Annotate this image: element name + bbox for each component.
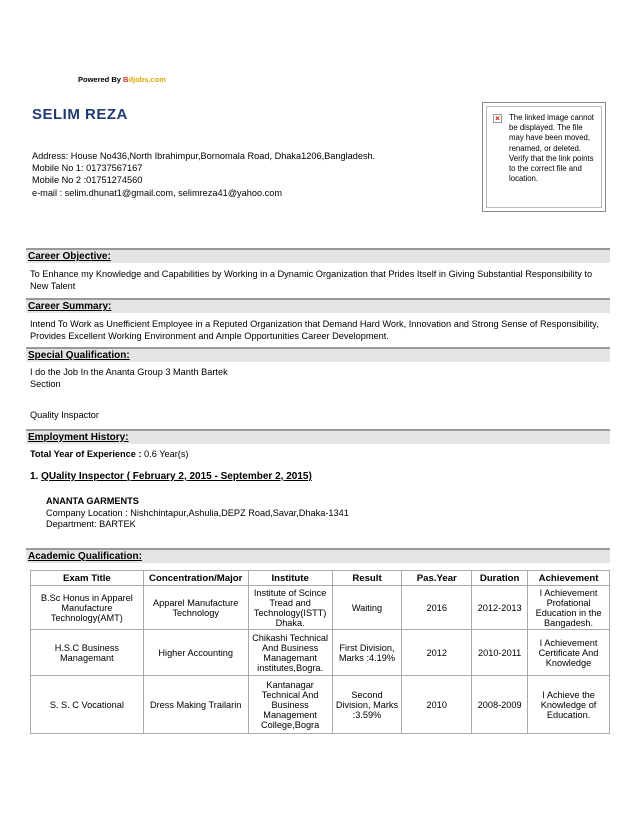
academic-qualification-heading: Academic Qualification: (26, 548, 610, 563)
header-concentration: Concentration/Major (143, 571, 248, 586)
cell-achievement: I Achieve the Knowledge of Education. (528, 676, 610, 734)
special-qualification-line2: Section (30, 379, 61, 389)
contact-block (32, 150, 375, 199)
cell-result: Second Division, Marks :3.59% (332, 676, 402, 734)
cell-achievement: I Achievement Profational Education in the Bangadesh. (528, 586, 610, 630)
cell-pass-year: 2012 (402, 630, 472, 676)
cell-exam-title: S. S. C Vocational (31, 676, 144, 734)
header-achievement: Achievement (528, 571, 610, 586)
company-location: Company Location : Nishchintapur,Ashulia,DEPZ Road,Savar,Dhaka-1341 (46, 507, 349, 518)
header-exam-title: Exam Title (31, 571, 144, 586)
mobile-2-line: Mobile No 2 :01751274560 (32, 175, 143, 186)
cell-duration: 2010-2011 (472, 630, 528, 676)
cell-exam-title: B.Sc Honus in Apparel Manufacture Technology(AMT) (31, 586, 144, 630)
photo-placeholder (482, 102, 606, 212)
header-result: Result (332, 571, 402, 586)
career-summary-heading: Career Summary: (26, 298, 610, 313)
special-qualification-line3: Quality Inspactor (30, 410, 99, 420)
cell-pass-year: 2010 (402, 676, 472, 734)
table-row (31, 586, 610, 630)
header-institute: Institute (248, 571, 332, 586)
candidate-name: SELIM REZA (32, 106, 128, 123)
cell-exam-title: H.S.C Business Managemant (31, 630, 144, 676)
address-line: Address: House No436,North Ibrahimpur,Bornomala Road, Dhaka1206,Bangladesh. (32, 151, 376, 161)
cell-result: Waiting (332, 586, 402, 630)
career-objective-text: To Enhance my Knowledge and Capabilities by Working in a Dynamic Organization that Prides Itself in Giving Substantial Responsibility to New Talent (30, 269, 593, 291)
employment-history-heading: Employment History: (26, 429, 610, 444)
cell-result: First Division, Marks :4.19% (332, 630, 402, 676)
table-header-row (31, 571, 610, 586)
career-objective-heading: Career Objective: (26, 248, 610, 263)
academic-table (30, 570, 610, 734)
special-qualification-heading: Special Qualification: (26, 347, 610, 362)
job-title: 1. QUality Inspector ( February 2, 2015 - September 2, 2015) (30, 471, 312, 482)
cell-concentration: Apparel Manufacture Technology (143, 586, 248, 630)
powered-by-label: Powered By Bdjobs.com (78, 75, 166, 84)
cell-concentration: Higher Accounting (143, 630, 248, 676)
email-line: e-mail : selim.dhunat1@gmail.com, selimreza41@yahoo.com (32, 187, 282, 198)
header-duration: Duration (472, 571, 528, 586)
cell-achievement: I Achievement Certificate And Knowledge (528, 630, 610, 676)
mobile-1-line: Mobile No 1: 01737567167 (32, 163, 143, 174)
special-qualification-line1: I do the Job In the Ananta Group 3 Manth Bartek (30, 367, 228, 377)
bdjobs-logo-text: djobs.com (128, 75, 166, 84)
cell-duration: 2012-2013 (472, 586, 528, 630)
cell-institute: Institute of Scince Tread and Technology(ISTT) Dhaka. (248, 586, 332, 630)
table-row (31, 630, 610, 676)
company-name: ANANTA GARMENTS (46, 496, 139, 506)
table-row (31, 676, 610, 734)
cell-concentration: Dress Making Trailarin (143, 676, 248, 734)
company-block (46, 496, 349, 531)
header-pass-year: Pas.Year (402, 571, 472, 586)
cell-pass-year: 2016 (402, 586, 472, 630)
broken-image-message: The linked image cannot be displayed. The file may have been moved, renamed, or deleted. Verify that the link points to the correct file and location. (509, 113, 594, 184)
department: Department: BARTEK (46, 519, 136, 529)
total-experience: Total Year of Experience : 0.6 Year(s) (30, 449, 189, 459)
career-summary-text: Intend To Work as Unefficient Employee in a Reputed Organization that Demand Hard Work, Innovation and Strong Sense of Responsibility, Provides Excellent Working Environment and Ample Opportunities Career Development. (30, 319, 599, 341)
broken-image-icon: × (493, 114, 502, 123)
cell-duration: 2008-2009 (472, 676, 528, 734)
cell-institute: Kantanagar Technical And Business Management College,Bogra (248, 676, 332, 734)
cell-institute: Chikashi Technical And Business Managemant institutes,Bogra. (248, 630, 332, 676)
bdjobs-logo-b: B (123, 75, 129, 84)
